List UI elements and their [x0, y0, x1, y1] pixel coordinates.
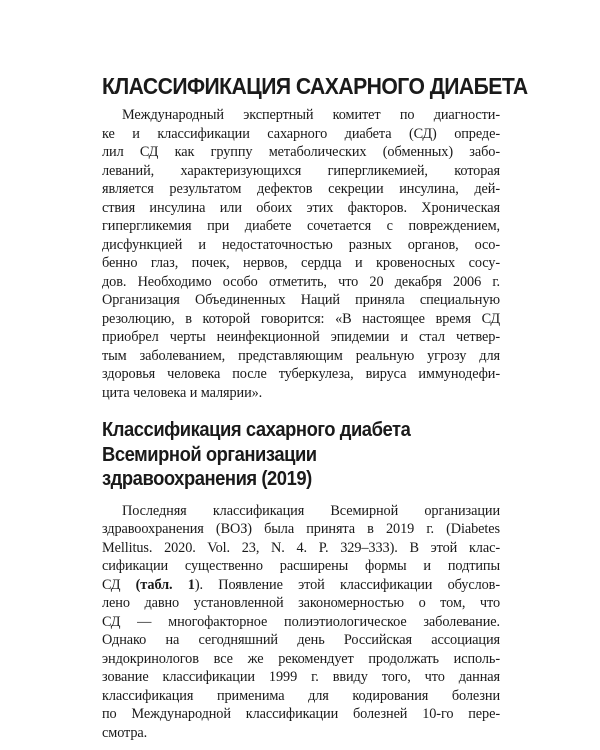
text-line: приобрел черты неинфекционной эпидемии и стал четвер-: [102, 329, 500, 345]
text-line: Организация Объединенных Наций приняла специальную: [102, 292, 500, 308]
text-line: Однако на сегодняшний день Российская ассоциация: [102, 632, 500, 648]
text-line: Mellitus. 2020. Vol. 23, N. 4. P. 329–333). В этой клас-: [102, 539, 500, 556]
heading-line: Всемирной организации: [102, 443, 317, 466]
text-fragment: ). Появление этой классификации обуслов-: [194, 576, 500, 593]
text-line: леваний, характеризующихся гипергликемией, которая: [102, 162, 500, 179]
paragraph-definition: [102, 106, 500, 402]
text-line: эндокринологов все же рекомендует продолжать исполь-: [102, 650, 500, 667]
text-line: по Международной классификации болезней 10-го пере-: [102, 706, 500, 722]
section-heading-who-2019: [102, 418, 468, 492]
text-line: ке и классификации сахарного диабета (СД) опреде-: [102, 125, 500, 142]
text-line: резолюцию, в которой говорится: «В настоящее время СД: [102, 310, 500, 327]
text-line: лено давно установленной закономерностью о том, что: [102, 595, 500, 611]
section-heading-classification: КЛАССИФИКАЦИЯ САХАРНОГО ДИАБЕТА: [102, 73, 528, 99]
text-line: гипергликемия при диабете сочетается с повреждением,: [102, 218, 500, 234]
text-line: здравоохранения (ВОЗ) была принята в 2019 г. (Diabetes: [102, 521, 500, 537]
table-1-reference: (табл. 1: [135, 576, 195, 593]
text-line: классификация применима для кодирования болезни: [102, 687, 500, 704]
text-line: ствия инсулина или обоих этих факторов. Хроническая: [102, 199, 500, 216]
text-line: дисфункцией и недостаточностью разных органов, осо-: [102, 236, 500, 253]
text-line: СД — многофакторное полиэтиологическое заболевание.: [102, 613, 500, 630]
text-line: Последняя классификация Всемирной организации: [122, 502, 500, 519]
text-fragment: СД: [102, 576, 136, 593]
text-line-with-table-ref: [102, 576, 500, 595]
text-line: зование классификации 1999 г. ввиду того, что данная: [102, 669, 500, 685]
text-line: сификации существенно расширены формы и подтипы: [102, 558, 500, 574]
text-line: здоровья человека после туберкулеза, вируса иммунодефи-: [102, 366, 500, 382]
paragraph-who-classification: [102, 502, 500, 743]
text-line: смотра.: [102, 724, 148, 741]
text-line: Международный экспертный комитет по диагности-: [122, 107, 500, 123]
heading-line: Классификация сахарного диабета: [102, 419, 411, 441]
text-line: является результатом дефектов секреции инсулина, дей-: [102, 181, 500, 197]
text-line: бенно глаз, почек, нервов, сердца и кровеносных сосу-: [102, 255, 500, 271]
text-line: тым заболеванием, представляющим реальную угрозу для: [102, 347, 500, 364]
document-page: [102, 60, 528, 742]
text-line: лил СД как группу метаболических (обменных) забо-: [102, 144, 500, 160]
text-line: цита человека и малярии».: [102, 384, 263, 401]
text-line: дов. Необходимо особо отметить, что 20 декабря 2006 г.: [102, 273, 500, 290]
heading-line: здравоохранения (2019): [102, 468, 312, 490]
